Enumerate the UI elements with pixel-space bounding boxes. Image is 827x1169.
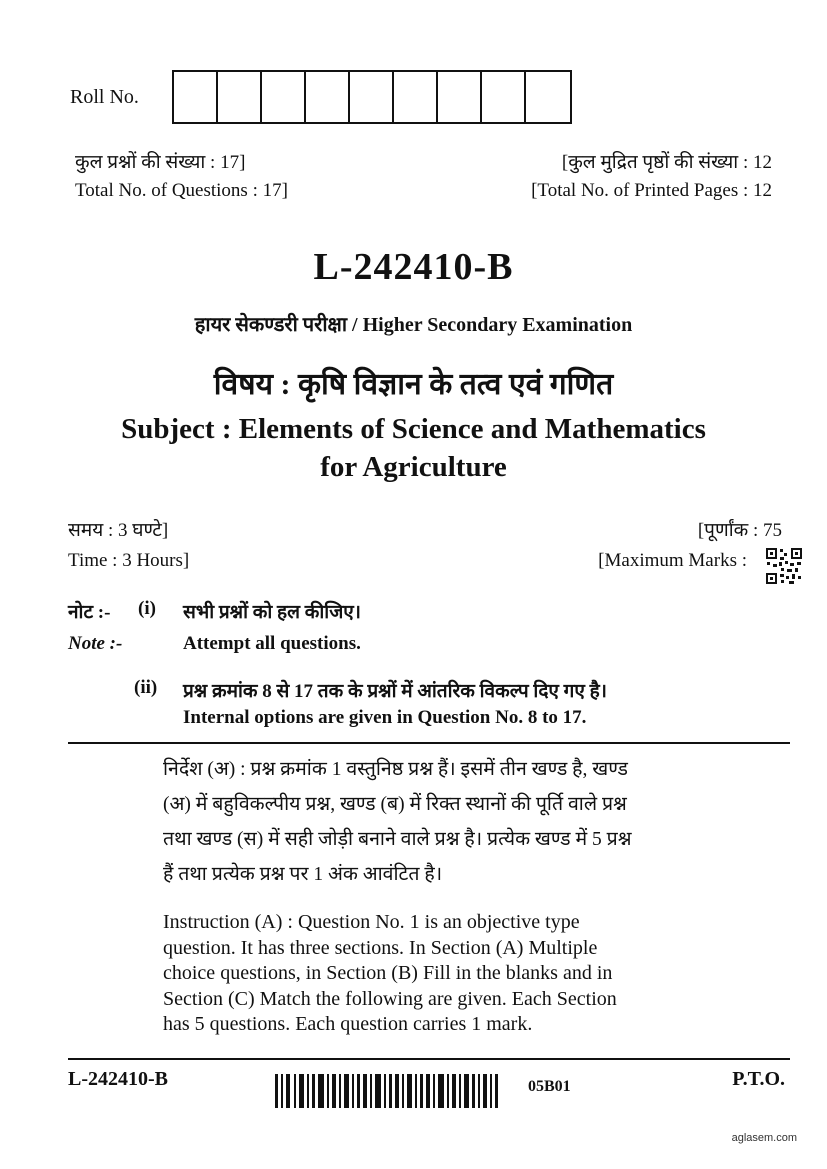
subject-hindi: विषय : कृषि विज्ञान के तत्व एवं गणित	[213, 368, 614, 401]
instruction-english-line: choice questions, in Section (B) Fill in the blanks and in	[163, 962, 613, 984]
roll-number-label: Roll No.	[70, 86, 139, 108]
subject-english-line2: for Agriculture	[320, 451, 507, 483]
roll-box	[262, 72, 306, 122]
instruction-hindi-line: हैं तथा प्रत्येक प्रश्न पर 1 अंक आवंटित है।	[163, 864, 443, 885]
roll-box	[438, 72, 482, 122]
max-marks-english: [Maximum Marks :	[598, 550, 747, 571]
time-hindi: समय : 3 घण्टे]	[68, 520, 169, 541]
instruction-hindi-line: निर्देश (अ) : प्रश्न क्रमांक 1 वस्तुनिष्ठ प्रश्न हैं। इसमें तीन खण्ड है, खण्ड	[163, 759, 628, 780]
note-label-english: Note :-	[68, 633, 123, 654]
roll-box	[306, 72, 350, 122]
instruction-english-line: question. It has three sections. In Section (A) Multiple	[163, 936, 598, 959]
roll-box	[174, 72, 218, 122]
barcode-number: 05B01	[528, 1078, 571, 1095]
roll-box	[394, 72, 438, 122]
barcode-icon	[275, 1070, 505, 1112]
note-item2-hindi: प्रश्न क्रमांक 8 से 17 तक के प्रश्नों में आंतरिक विकल्प दिए गए है।	[183, 681, 607, 702]
roll-box	[526, 72, 570, 122]
instruction-hindi	[163, 752, 723, 892]
total-questions-hindi: कुल प्रश्नों की संख्या : 17]	[75, 152, 246, 173]
instruction-hindi-line: (अ) में बहुविकल्पीय प्रश्न, खण्ड (ब) में रिक्त स्थानों की पूर्ति वाले प्रश्न	[163, 794, 627, 815]
paper-code-title: L-242410-B	[313, 246, 514, 288]
pto-label: P.T.O.	[732, 1068, 785, 1090]
instruction-english-line: has 5 questions. Each question carries 1 mark.	[163, 1013, 533, 1035]
instruction-hindi-line: तथा खण्ड (स) में सही जोड़ी बनाने वाले प्रश्न है। प्रत्येक खण्ड में 5 प्रश्न	[163, 829, 632, 850]
note-item2-number: (ii)	[134, 677, 158, 698]
subject-english-line1: Subject : Elements of Science and Mathematics	[121, 413, 706, 445]
max-marks-hindi: [पूर्णांक : 75	[697, 520, 782, 541]
total-pages-hindi: [कुल मुद्रित पृष्ठों की संख्या : 12	[561, 152, 772, 173]
total-pages-english: [Total No. of Printed Pages : 12	[531, 180, 772, 201]
divider-bottom	[68, 1058, 790, 1060]
roll-box	[482, 72, 526, 122]
note-item1-english: Attempt all questions.	[183, 633, 361, 654]
roll-box	[218, 72, 262, 122]
divider-top	[68, 742, 790, 744]
instruction-english-line: Section (C) Match the following are given. Each Section	[163, 987, 617, 1010]
roll-number-boxes	[172, 70, 572, 124]
note-label-hindi: नोट :-	[68, 602, 111, 623]
note-item1-number: (i)	[138, 598, 156, 619]
footer-paper-code: L-242410-B	[68, 1068, 168, 1090]
total-questions-english: Total No. of Questions : 17]	[75, 180, 288, 201]
instruction-english	[163, 910, 723, 1038]
qr-code-icon	[765, 547, 803, 585]
note-item2-english: Internal options are given in Question No. 8 to 17.	[183, 707, 587, 728]
time-english: Time : 3 Hours]	[68, 550, 190, 571]
exam-name: हायर सेकण्डरी परीक्षा / Higher Secondary Examination	[194, 314, 633, 336]
source-watermark: aglasem.com	[731, 1132, 797, 1144]
instruction-english-line: Instruction (A) : Question No. 1 is an objective type	[163, 911, 580, 933]
roll-box	[350, 72, 394, 122]
note-item1-hindi: सभी प्रश्नों को हल कीजिए।	[183, 602, 362, 623]
subject-english	[0, 410, 827, 486]
